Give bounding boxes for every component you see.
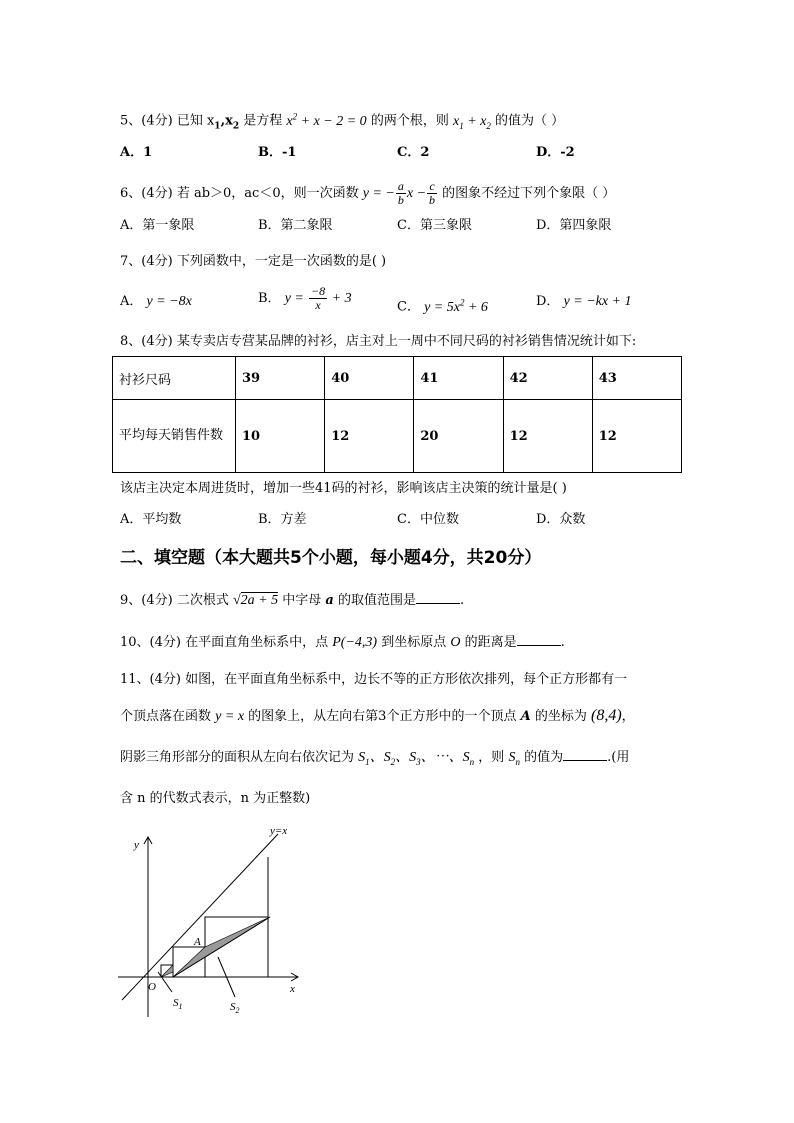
q7-option-d[interactable]: D． y = −kx + 1 <box>536 294 632 309</box>
label-s2: $S_2$ <box>230 1001 240 1015</box>
q5-stem: 5、(4分) 已知 $x_1,x_2$ 是方程 $x^2 + x - 2 = 0$ 的两个根，则 $x_1 + x_2$ 的值为（ ） <box>120 111 565 132</box>
q6-frac-c-b: $\frac{c}{b}$ <box>429 179 436 207</box>
q11-line4: 含 n 的代数式表示，n 为正整数) <box>120 791 311 806</box>
shaded-triangle-s1 <box>161 965 173 977</box>
q11-answer-blank[interactable] <box>563 748 607 761</box>
table-cell: 12 <box>592 400 681 473</box>
shirt-size-table <box>112 356 682 473</box>
q8-option-d[interactable]: D．众数 <box>536 512 586 527</box>
table-cell: 42 <box>503 357 592 400</box>
q5-stem-prefix: 5、(4分) 已知 x <box>120 113 215 129</box>
q7-option-c[interactable]: C． $y = 5x^2 + 6$ <box>397 297 488 315</box>
q6-function: y = − <box>362 186 395 201</box>
table-row-header: 衬衫尺码 <box>113 357 236 400</box>
label-y: y <box>134 839 139 851</box>
q9-answer-blank[interactable] <box>416 591 460 604</box>
q10-answer-blank[interactable] <box>517 633 561 646</box>
table-cell: 43 <box>592 357 681 400</box>
label-a: A <box>194 936 201 948</box>
label-origin: O <box>148 981 156 993</box>
q10-point: P(−4,3) <box>332 635 378 650</box>
table-cell: 40 <box>325 357 414 400</box>
q6-stem: 6、(4分) 若 ab＞0，ac＜0，则一次函数 y = − $\frac{a}{b}$ x − $\frac{c}{b}$ 的图象不经过下列个象限（ ） <box>120 179 616 207</box>
q9-stem: 9、(4分) 二次根式 √2a + 5 中字母 a 的取值范围是 . <box>120 593 465 608</box>
q6-option-c[interactable]: C．第三象限 <box>397 218 472 233</box>
q8-follow: 该店主决定本周进货时，增加一些41码的衬衫，影响该店主决策的统计量是( ) <box>120 481 567 496</box>
table-cell: 12 <box>503 400 592 473</box>
q10-stem: 10、(4分) 在平面直角坐标系中，点 P(−4,3) 到坐标原点 O 的距离是 . <box>120 635 565 650</box>
q5-option-c[interactable]: C．2 <box>397 145 430 160</box>
q8-option-a[interactable]: A．平均数 <box>120 512 182 527</box>
table-cell: 12 <box>325 400 414 473</box>
q5-option-d[interactable]: D．-2 <box>536 145 575 160</box>
q5-stem-end: 的两个根，则 <box>370 113 449 129</box>
q8-stem: 8、(4分) 某专卖店专营某品牌的衬衫，店主对上一周中不同尺码的衬衫销售情况统计如下: <box>120 334 637 349</box>
q5-equation: $x^2 + x - 2 = 0$ <box>286 111 367 129</box>
label-x: x <box>290 983 295 995</box>
q11-line3: 阴影三角形部分的面积从左向右依次记为 $S_1$、$S_2$、$S_3$、⋯、$S_n$ ，则 $S_n$ 的值为 .(用 <box>120 750 630 767</box>
q11-line2: 个顶点落在函数 y = x 的图象上，从左向右第3个正方形中的一个顶点 A 的坐标为 (8,4)， <box>120 707 635 724</box>
q7-option-a[interactable]: A． y = −8x <box>120 294 192 309</box>
q6-option-b[interactable]: B．第二象限 <box>258 218 333 233</box>
table-row-header: 平均每天销售件数 <box>113 400 236 473</box>
table-row <box>113 400 682 473</box>
table-cell: 20 <box>414 400 503 473</box>
table-row <box>113 357 682 400</box>
q6-stem-prefix: 6、(4分) 若 ab＞0，ac＜0，则一次函数 <box>120 186 359 201</box>
q6-stem-tail: 的图象不经过下列个象限（ ） <box>442 186 616 201</box>
q11-figure <box>110 822 310 1022</box>
q5-stem-tail: 的值为（ ） <box>495 113 565 129</box>
q9-radical: √2a + 5 <box>232 593 279 608</box>
q7-option-b[interactable]: B． y = $\frac{-8}{x}$ + 3 <box>258 284 352 312</box>
table-cell: 39 <box>236 357 325 400</box>
q5-stem-mid: 是方程 <box>243 113 283 129</box>
q5-option-b[interactable]: B．-1 <box>258 145 297 160</box>
q6-option-a[interactable]: A．第一象限 <box>120 218 195 233</box>
table-cell: 10 <box>236 400 325 473</box>
q7-stem: 7、(4分) 下列函数中，一定是一次函数的是( ) <box>120 254 387 269</box>
label-y-equals-x: y=x <box>270 825 288 837</box>
table-cell: 41 <box>414 357 503 400</box>
label-s1: $S_1$ <box>173 997 183 1011</box>
q8-option-c[interactable]: C．中位数 <box>397 512 459 527</box>
q6-frac-a-b: $\frac{a}{b}$ <box>397 179 404 207</box>
q11-line1: 11、(4分) 如图，在平面直角坐标系中，边长不等的正方形依次排列，每个正方形都有一 <box>120 672 628 687</box>
q5-option-a[interactable]: A．1 <box>120 145 153 160</box>
q6-option-d[interactable]: D．第四象限 <box>536 218 612 233</box>
section-heading: 二、填空题（本大题共5个小题，每小题4分，共20分） <box>120 548 542 568</box>
q5-sum-expr: $x_1 + x_2$ <box>452 113 491 131</box>
q8-option-b[interactable]: B．方差 <box>258 512 307 527</box>
